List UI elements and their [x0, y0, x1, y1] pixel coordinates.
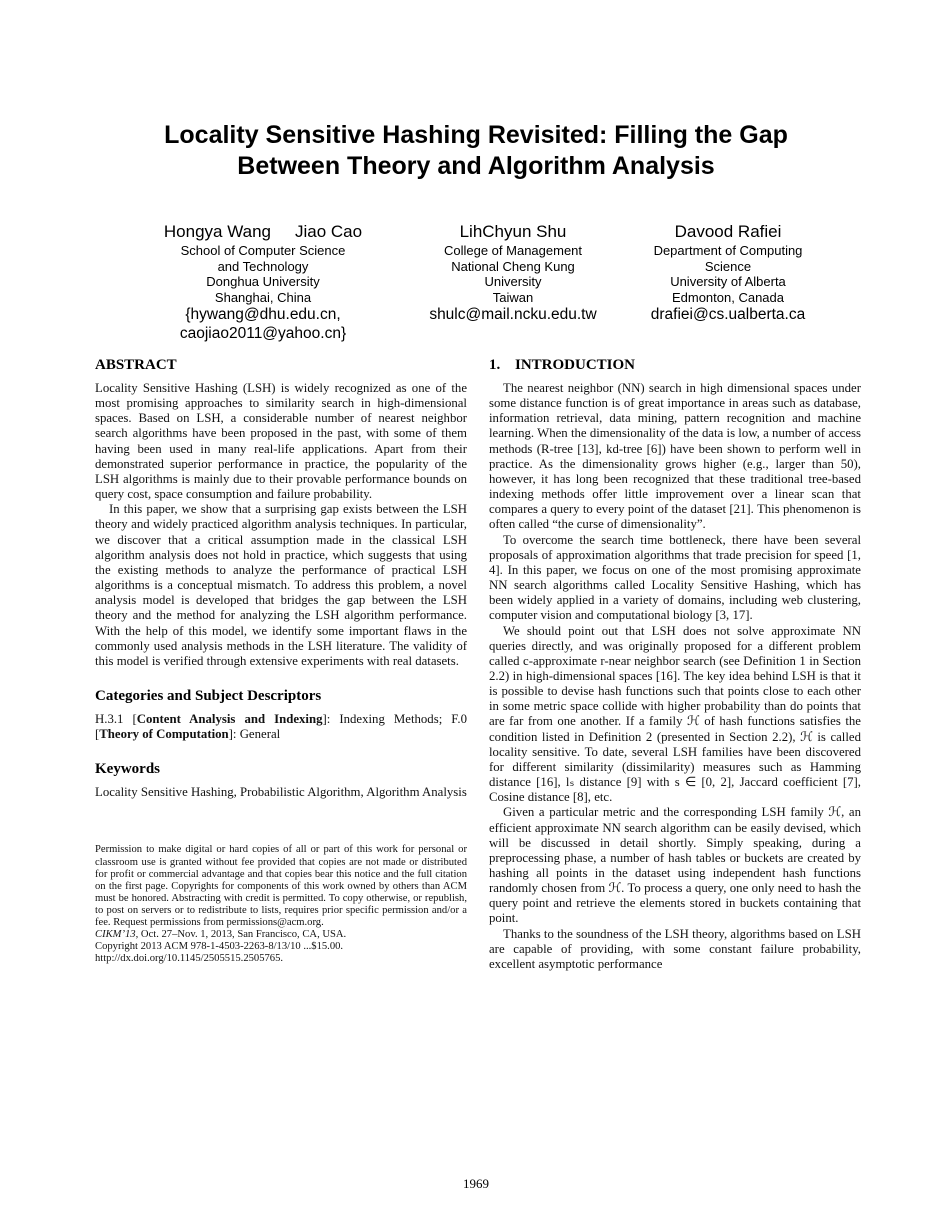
author-names	[675, 222, 782, 242]
abstract-heading: ABSTRACT	[95, 357, 177, 373]
body-columns	[95, 356, 861, 972]
affiliation-line: Shanghai, China	[214, 289, 312, 305]
affiliation-line: University of Alberta	[670, 274, 786, 289]
conference-details: Oct. 27–Nov. 1, 2013, San Francisco, CA, USA.	[138, 929, 347, 941]
email-line: {hywang@dhu.edu.cn,	[185, 306, 341, 323]
introduction-paragraph: To overcome the search time bottleneck, there have been several proposals of approximation algorithms that trade precision for speed [1, 4]. In this paper, we focus on one of the most promising approximate NN search algorithms called Locality Sensitive Hashing, which has been widely applied in a variety of domains, including web clustering, computer vision and computational biology [3, 17].	[489, 532, 861, 623]
author-affiliation	[444, 243, 582, 305]
affiliation-line: and Technology	[217, 258, 309, 274]
paper-title-line-1: Locality Sensitive Hashing Revisited: Filling the Gap	[164, 121, 788, 149]
author-name: Hongya Wang	[163, 222, 271, 241]
affiliation-line: College of Management	[443, 243, 583, 258]
categories-text	[95, 712, 467, 742]
categories-heading: Categories and Subject Descriptors	[95, 687, 322, 704]
section-title: INTRODUCTION	[515, 357, 636, 373]
author-column-1	[120, 222, 406, 343]
author-name: LihChyun Shu	[459, 222, 567, 241]
author-email	[180, 306, 346, 343]
keywords-heading: Keywords	[95, 761, 160, 778]
categories-segment: ]: General	[228, 727, 281, 742]
author-affiliation	[654, 243, 803, 305]
copyright-line: Copyright 2013 ACM 978-1-4503-2263-8/13/10 ...$15.00.	[95, 941, 344, 953]
introduction-paragraph: Given a particular metric and the corresponding LSH family ℋ, an efficient approximate NN search algorithm can be easily devised, which will be discussed in detail shortly. Simply speaking, during a preprocessing phase, a number of hash tables or buckets are created by hashing all points in the dataset using independent hash functions randomly chosen from ℋ. To process a query, one only need to hash the query point and retrieve the elements stored in buckets containing that point.	[489, 805, 861, 926]
paper-title-line-2: Between Theory and Algorithm Analysis	[237, 152, 715, 180]
affiliation-line: Department of Computing	[653, 243, 803, 258]
abstract-paragraph: Locality Sensitive Hashing (LSH) is widely recognized as one of the most promising approaches to similarity search in high-dimensional spaces. Based on LSH, a considerable number of nearest neighbor search algorithms have been proposed in the past, with some of them having been used in many real-life applications. Apart from their demonstrated superior performance in practice, the popularity of the LSH algorithms is mainly due to their provable performance bounds on query cost, space consumption and failure probability.	[95, 381, 467, 502]
affiliation-line: University	[484, 274, 542, 289]
affiliation-line: Science	[704, 258, 752, 274]
author-name: Jiao Cao	[295, 222, 363, 241]
author-email	[429, 306, 596, 325]
paper-title	[0, 120, 952, 182]
author-name: Davood Rafiei	[674, 222, 782, 241]
author-block	[120, 222, 836, 343]
email-line: caojiao2011@yahoo.cn}	[179, 324, 347, 342]
affiliation-line: Donghua University	[206, 274, 320, 289]
introduction-paragraph: The nearest neighbor (NN) search in high dimensional spaces under some distance function is of great importance in areas such as database, information retrieval, data mining, pattern recognition and machine learning. When the dimensionality of the data is low, a number of access methods (R-tree [13], kd-tree [6]) have been shown to perform well in practice. As the dimensionality grows higher (e.g., larger than 50), however, it has long been recognized that these traditional tree-based indexing methods offer little improvement over a linear scan that compares a query to every point of the dataset [21]. This phenomenon is often called “the curse of dimensionality”.	[489, 381, 861, 532]
categories-segment: H.3.1 [	[95, 711, 137, 726]
author-email	[651, 306, 805, 325]
keywords-text: Locality Sensitive Hashing, Probabilistic Algorithm, Algorithm Analysis	[95, 785, 467, 800]
copyright-footnote	[95, 844, 467, 965]
introduction-heading	[489, 356, 861, 374]
email-line: shulc@mail.ncku.edu.tw	[429, 306, 597, 323]
affiliation-line: School of Computer Science	[180, 243, 346, 258]
author-column-3	[620, 222, 836, 343]
right-column	[489, 356, 861, 972]
categories-segment-bold: Content Analysis and Indexing	[136, 711, 323, 726]
author-names	[460, 222, 567, 242]
introduction-paragraph: We should point out that LSH does not solve approximate NN queries directly, and was originally proposed for a different problem called c-approximate r-near neighbor search (see Definition 1 in Section 2.2) in high-dimensional spaces [16]. The key idea behind LSH is that it is possible to devise hash functions such that points close to each other in some metric space collide with higher probability than do points that are far from one another. If a family ℋ of hash functions satisfies the condition listed in Definition 2 (presented in Section 2.2), ℋ is called locality sensitive. To date, several LSH families have been discovered for different similarity (dissimilarity) measures such as Hamming distance [16], lₛ distance [9] with s ∈ [0, 2], Jaccard coefficient [7], Cosine distance [8], etc.	[489, 623, 861, 805]
doi-line: http://dx.doi.org/10.1145/2505515.2505765.	[95, 953, 284, 965]
left-column	[95, 356, 467, 972]
page-number: 1969	[463, 1176, 489, 1191]
affiliation-line: Edmonton, Canada	[671, 289, 784, 305]
affiliation-line: Taiwan	[492, 289, 534, 305]
abstract-paragraph: In this paper, we show that a surprising gap exists between the LSH theory and widely practiced algorithm analysis techniques. In particular, we discover that a critical assumption made in the classical LSH algorithm analysis does not hold in practice, which suggests that using the existing methods to analyze the performance of practical LSH algorithms is a conceptual mismatch. To address this problem, a novel analysis model is developed that bridges the gap between the LSH theory and the method for analyzing the LSH algorithm performance. With the help of this model, we identify some important flaws in the commonly used analysis methods in the LSH literature. The validity of this model is verified through extensive experiments with real datasets.	[95, 502, 467, 668]
permission-notice: Permission to make digital or hard copies of all or part of this work for personal or classroom use is granted without fee provided that copies are not made or distributed for profit or commercial advantage and that copies bear this notice and the full citation on the first page. Copyrights for components of this work owned by others than ACM must be honored. Abstracting with credit is permitted. To copy otherwise, or republish, to post on servers or to redistribute to lists, requires prior specific permission and/or a fee. Request permissions from permissions@acm.org.	[95, 844, 467, 928]
author-column-2	[409, 222, 617, 343]
categories-segment: ]: Indexing Methods; F.0 [	[95, 711, 467, 742]
author-names	[164, 222, 362, 242]
affiliation-line: National Cheng Kung	[451, 258, 575, 274]
conference-line	[95, 929, 467, 941]
categories-segment-bold: Theory of Computation	[99, 727, 229, 742]
email-line: drafiei@cs.ualberta.ca	[650, 306, 806, 323]
section-number: 1.	[489, 357, 501, 373]
author-affiliation	[181, 243, 346, 305]
introduction-paragraph: Thanks to the soundness of the LSH theory, algorithms based on LSH are capable of providing, with some constant failure probability, excellent asymptotic performance	[489, 926, 861, 971]
conference-name: CIKM’13,	[95, 929, 139, 941]
